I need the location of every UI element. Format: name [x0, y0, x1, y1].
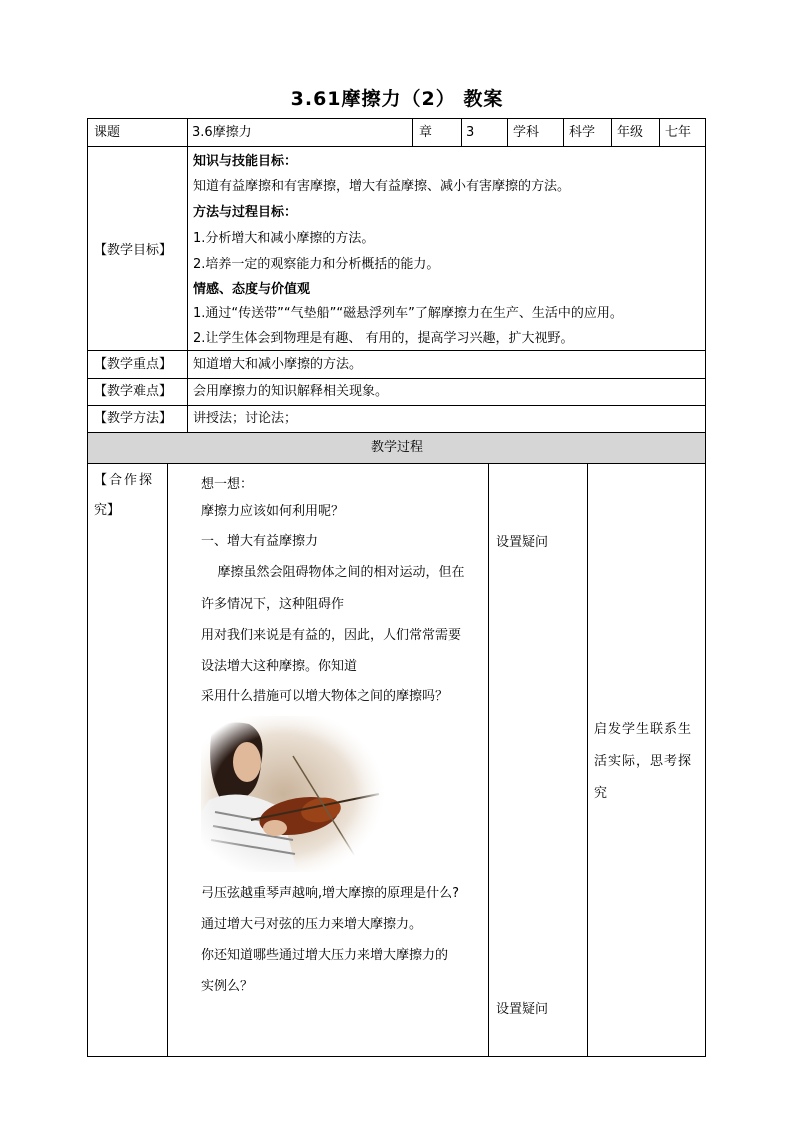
process-line: 采用什么措施可以增大物体之间的摩擦吗？: [201, 689, 449, 704]
process-label-cont: 究】: [94, 503, 121, 518]
teaching-remark: 启发学生联系生: [594, 722, 693, 737]
process-line: 许多情况下，这种阻碍作: [201, 597, 345, 612]
objectives-label: 【教学目标】: [94, 243, 173, 258]
objective-heading-attitude: 情感、态度与价值观: [193, 282, 311, 297]
process-line: 摩擦力应该如何利用呢？: [201, 504, 345, 519]
methods-value: 讲授法；讨论法；: [193, 411, 298, 426]
objective-line: 2.让学生体会到物理是有趣、 有用的，提高学习兴趣，扩大视野。: [193, 331, 574, 346]
teaching-remark: 究: [594, 786, 608, 801]
chapter-label: 章: [419, 125, 433, 140]
teaching-remark: 活实际，思考探: [594, 754, 693, 769]
methods-label: 【教学方法】: [94, 411, 173, 426]
objective-line: 知道有益摩擦和有害摩擦，增大有益摩擦、减小有害摩擦的方法。: [193, 179, 571, 194]
process-line: 实例么？: [201, 979, 254, 994]
process-line: 弓压弦越重琴声越响,增大摩擦的原理是什么?: [201, 886, 460, 901]
page-title: 3.61摩擦力（2） 教案: [290, 88, 504, 110]
objective-heading-knowledge: 知识与技能目标：: [193, 154, 298, 169]
process-header: 教学过程: [370, 440, 423, 455]
difficulties-value: 会用摩擦力的知识解释相关现象。: [193, 384, 389, 399]
process-line: 通过增大弓对弦的压力来增大摩擦力。: [201, 917, 423, 932]
process-line: 你还知道哪些通过增大压力来增大摩擦力的: [201, 948, 449, 963]
subject-value: 科学: [569, 125, 596, 140]
key-points-value: 知道增大和减小摩擦的方法。: [193, 357, 363, 372]
grade-label: 年级: [617, 125, 644, 140]
objective-line: 2.培养一定的观察能力和分析概括的能力。: [193, 257, 440, 272]
process-label: 【合作探: [94, 473, 155, 488]
topic-value: 3.6摩擦力: [192, 125, 252, 140]
violinist-photo: [201, 716, 385, 872]
topic-label: 课题: [94, 125, 121, 140]
process-line: 一、增大有益摩擦力: [201, 534, 319, 549]
key-points-label: 【教学重点】: [94, 357, 173, 372]
process-line: 设法增大这种摩擦。你知道: [201, 659, 358, 674]
chapter-value: 3: [466, 125, 475, 140]
process-line: 用对我们来说是有益的，因此，人们常常需要: [201, 628, 462, 643]
subject-label: 学科: [513, 125, 540, 140]
process-line: 摩擦虽然会阻碍物体之间的相对运动，但在: [201, 565, 465, 580]
objective-heading-method: 方法与过程目标：: [193, 205, 298, 220]
objective-line: 1.通过“传送带”“气垫船”“磁悬浮列车”了解摩擦力在生产、生活中的应用。: [193, 306, 623, 321]
difficulties-label: 【教学难点】: [94, 384, 173, 399]
objective-line: 1.分析增大和减小摩擦的方法。: [193, 231, 375, 246]
process-line: 想一想：: [201, 477, 254, 492]
grade-value: 七年: [665, 125, 692, 140]
teaching-note: 设置疑问: [496, 535, 549, 550]
teaching-note: 设置疑问: [496, 1002, 549, 1017]
